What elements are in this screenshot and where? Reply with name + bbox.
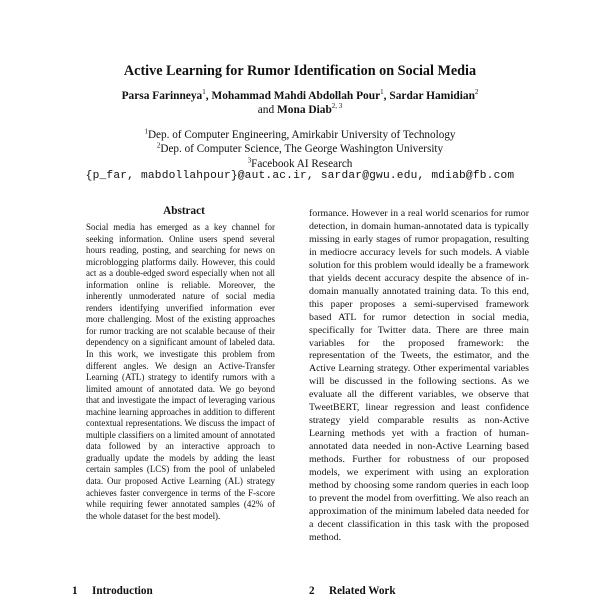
author-name: Mona Diab bbox=[277, 104, 332, 116]
affil-mark: 3 bbox=[247, 156, 252, 165]
affil-text: Dep. of Computer Science, The George Washington University bbox=[160, 143, 444, 156]
affiliation bbox=[0, 128, 600, 142]
author-name: Mohammad Mahdi Abdollah Pour bbox=[211, 90, 381, 102]
author-name: Parsa Farinneya bbox=[121, 90, 203, 102]
section-number: 1 bbox=[72, 585, 78, 597]
author-and: and bbox=[257, 104, 275, 116]
author-affil-mark: 2 bbox=[474, 88, 479, 97]
abstract-body: Social media has emerged as a key channel for seeking information. Online users spend several hours reading, posting, and searching for news on microblogging platforms daily. However, this could act as a double-edged sword especially when not all information online is reliable. Moreover, the inherently unmoderated nature of social media renders identifying unverified information ever more challenging. Most of the existing approaches for rumor tracking are not scalable because of their dependency on a significant amount of labeled data. In this work, we investigate this problem from different angles. We design an Active-Transfer Learning (ATL) strategy to identify rumors with a limited amount of annotated data. We go beyond that and investigate the impact of leveraging various machine learning approaches in addition to different contextual representations. We discuss the impact of multiple classifiers on a limited amount of annotated data followed by an interactive approach to gradually update the models by adding the least certain samples (LCS) from the pool of unlabeled data. Our proposed Active Learning (AL) strategy achieves faster convergence in terms of the F-score while requiring fewer annotated samples (42% of the whole dataset for the best model). bbox=[86, 222, 275, 521]
affil-text: Facebook AI Research bbox=[251, 157, 353, 170]
author-affil-mark: 1 bbox=[202, 88, 206, 97]
section-title: Related Work bbox=[329, 585, 396, 597]
paper-title: Active Learning for Rumor Identification on Social Media bbox=[123, 63, 477, 79]
affiliation-list bbox=[0, 128, 600, 171]
section-heading-related-work bbox=[309, 585, 396, 597]
author-name: Sardar Hamidian bbox=[389, 90, 475, 102]
section-heading-introduction bbox=[72, 585, 153, 597]
author-affil-mark: 2, 3 bbox=[331, 102, 343, 111]
affiliation bbox=[0, 142, 600, 156]
affil-mark: 1 bbox=[144, 127, 148, 136]
author-affil-mark: 1 bbox=[380, 88, 384, 97]
affil-text: Dep. of Computer Engineering, Amirkabir University of Technology bbox=[147, 129, 456, 141]
abstract-heading: Abstract bbox=[163, 205, 205, 217]
section-title: Introduction bbox=[92, 585, 153, 597]
author-emails: {p_far, mabdollahpour}@aut.ac.ir, sardar@gwu.edu, mdiab@fb.com bbox=[85, 170, 515, 182]
section-number: 2 bbox=[309, 585, 315, 597]
affil-mark: 2 bbox=[156, 141, 161, 150]
author-list: Parsa Farinneya$^1$, Mohammad Mahdi Abdollah Pour$^1$, Sardar Hamidian$^2$ and Mona Diab$^{2, 3}$ bbox=[121, 88, 479, 116]
right-column-text: formance. However in a real world scenarios for rumor detection, in domain human-annotated data is typically missing in early stages of rumor propagation, resulting in mediocre accuracy levels for such models. A viable solution for this problem would ideally be a framework that yields decent accuracy despite the absence of in-domain manually annotated training data. To this end, this paper proposes a semi-supervised framework based ATL for rumor detection in social media, specifically for Twitter data. There are three main variables for the proposed framework: the representation of the Tweets, the estimator, and the Active Learning strategy. Other experimental variables will be discussed in the following sections. As we evaluate all the different variables, we observe that TweetBERT, linear regression and least confidence strategy yield comparable results as non-Active Learning methods yet with a fraction of human-annotated data needed in non-Active Learning based methods. Further for robustness of our proposed models, we experiment with using an exploration method by choosing some random queries in each loop to prevent the model from overfitting. We also reach an approximation of the minimum labeled data needed for a decent classification in this task with the proposed method. bbox=[309, 208, 529, 543]
